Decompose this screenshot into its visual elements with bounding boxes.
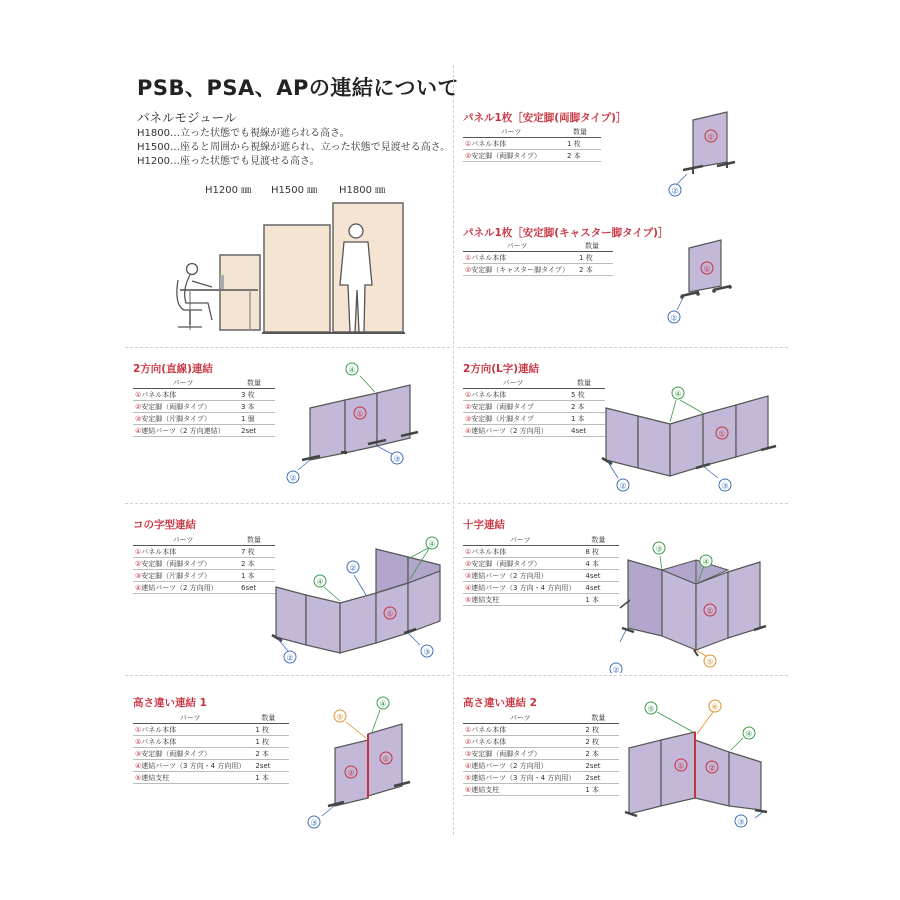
part-qty: 2 本 [559, 150, 601, 162]
part-qty: 2 本 [571, 264, 613, 276]
seated-person-icon [177, 264, 212, 328]
table-row [133, 413, 275, 425]
callout-1: ① [718, 429, 726, 439]
part-name: 安定脚（両脚タイプ） [471, 749, 542, 758]
part-number: ⑤ [465, 595, 472, 604]
callout-5: ⑤ [706, 657, 714, 667]
table-row [463, 401, 605, 413]
table-row [463, 594, 619, 606]
part-qty: 2 本 [563, 401, 605, 413]
part-number: ② [465, 265, 472, 274]
callout-6: ⑥ [711, 702, 719, 712]
col-header-qty: 数量 [247, 712, 289, 724]
table-row [463, 736, 619, 748]
part-name: パネル本体 [471, 390, 507, 399]
callout-4: ④ [702, 557, 710, 567]
table-row [463, 252, 613, 264]
callout-5: ⑤ [336, 712, 344, 722]
diagram-cross [600, 538, 790, 673]
col-header-qty: 数量 [577, 534, 619, 546]
callout-2: ② [671, 186, 679, 196]
part-qty: 1 枚 [247, 724, 289, 736]
part-name: 連結パーツ（3 方向・4 方向用） [471, 773, 576, 782]
table-row [463, 425, 605, 437]
height-desc-1500: H1500…座ると周囲から視線が遮られ、立った状態で見渡せる高さ。 [137, 142, 451, 153]
part-name-cell [463, 252, 571, 264]
part-name: パネル本体 [141, 725, 177, 734]
part-name: 安定脚（両脚タイプ [471, 402, 534, 411]
table-row [463, 784, 619, 796]
callout-4b: ④ [428, 539, 436, 549]
diagram-l-shape [598, 378, 798, 498]
part-number: ① [465, 547, 472, 556]
part-number: ② [135, 559, 142, 568]
part-name-cell [463, 570, 577, 582]
part-name-cell [133, 582, 233, 594]
part-qty: 6set [233, 582, 275, 594]
part-name-cell [133, 736, 247, 748]
part-qty: 4set [563, 425, 605, 437]
part-qty: 2 本 [233, 558, 275, 570]
part-qty: 1 本 [577, 784, 619, 796]
part-name-cell [463, 760, 577, 772]
table-row [133, 570, 275, 582]
part-qty: 4 本 [577, 558, 619, 570]
part-qty: 1 枚 [571, 252, 613, 264]
part-number: ④ [465, 761, 472, 770]
part-name: 安定脚（キャスター脚タイプ） [471, 265, 570, 274]
parts-table [133, 712, 289, 784]
parts-table [463, 377, 605, 437]
part-number: ③ [135, 749, 142, 758]
part-number: ② [135, 402, 142, 411]
part-name: パネル本体 [471, 547, 507, 556]
section-title-l-shape: 2方向(L字)連結 [463, 363, 540, 375]
part-name: パネル本体 [141, 547, 177, 556]
table-row [133, 748, 289, 760]
part-qty: 2set [247, 760, 289, 772]
col-header-part: パーツ [463, 534, 577, 546]
section-title-straight: 2方向(直線)連結 [133, 363, 213, 375]
part-name: 安定脚（両脚タイプ） [141, 559, 212, 568]
row-divider [458, 675, 788, 676]
part-number: ③ [135, 571, 142, 580]
callout-4: ④ [745, 729, 753, 739]
part-qty: 2 枚 [577, 736, 619, 748]
col-header-qty: 数量 [233, 534, 275, 546]
part-name-cell [463, 736, 577, 748]
part-qty: 1 本 [247, 772, 289, 784]
table-row [133, 582, 275, 594]
part-number: ② [135, 737, 142, 746]
parts-table [463, 240, 613, 276]
diagram-straight [280, 358, 430, 488]
parts-table [463, 534, 619, 606]
height-desc-1800: H1800…立った状態でも視線が遮られる高さ。 [137, 128, 350, 139]
col-header-qty: 数量 [559, 126, 601, 138]
table-row [133, 425, 275, 437]
table-row [133, 401, 275, 413]
part-name-cell [133, 413, 233, 425]
part-name: 連結パーツ（2 方向用） [141, 583, 218, 592]
part-name-cell [133, 724, 247, 736]
column-divider [453, 65, 454, 835]
part-name-cell [463, 748, 577, 760]
part-name: パネル本体 [471, 737, 507, 746]
table-row [133, 760, 289, 772]
row-divider [125, 347, 450, 348]
part-name: 安定脚（両脚タイプ） [141, 749, 212, 758]
part-name: 連結パーツ（2 方向連結） [141, 426, 225, 435]
part-name-cell [463, 150, 559, 162]
part-name-cell [463, 264, 571, 276]
part-name: 連結パーツ（3 方向・4 方向用） [141, 761, 246, 770]
part-name: 安定脚（両脚タイプ） [471, 559, 542, 568]
part-number: ① [465, 390, 472, 399]
callout-5: ⑤ [647, 704, 655, 714]
col-header-part: パーツ [463, 377, 563, 389]
table-row [463, 546, 619, 558]
col-header-part: パーツ [133, 377, 233, 389]
part-number: ③ [465, 414, 472, 423]
part-number: ① [465, 725, 472, 734]
callout-1: ① [703, 264, 711, 274]
callout-4: ④ [316, 577, 324, 587]
callout-2: ② [708, 763, 716, 773]
callout-2: ② [619, 481, 627, 491]
part-name-cell [463, 582, 577, 594]
part-name: 安定脚（片脚タイプ） [141, 571, 212, 580]
section-title-u-shape: コの字型連結 [133, 519, 196, 531]
height-label-1200: H1200 ㎜ [205, 185, 252, 196]
part-name-cell [133, 570, 233, 582]
diagram-single-double [655, 100, 755, 205]
callout-4: ④ [379, 699, 387, 709]
part-number: ② [465, 737, 472, 746]
part-name: パネル本体 [471, 253, 507, 262]
part-name: 安定脚（片脚タイプ） [141, 414, 212, 423]
panel-module-illustration [160, 195, 415, 345]
part-name-cell [463, 558, 577, 570]
part-name-cell [133, 389, 233, 401]
callout-4: ④ [348, 365, 356, 375]
diagram-height2 [615, 690, 785, 830]
part-name-cell [133, 760, 247, 772]
section-title-cross: 十字連結 [463, 519, 505, 531]
part-name: 連結パーツ（2 方向用） [471, 426, 548, 435]
part-name-cell [463, 772, 577, 784]
part-number: ② [465, 402, 472, 411]
callout-1: ① [382, 754, 390, 764]
table-row [463, 389, 605, 401]
row-divider [125, 675, 450, 676]
part-number: ⑤ [135, 773, 142, 782]
col-header-part: パーツ [463, 712, 577, 724]
part-qty: 4set [577, 582, 619, 594]
part-qty: 1 枚 [559, 138, 601, 150]
table-row [133, 736, 289, 748]
part-name: 連結パーツ（2 方向用） [471, 761, 548, 770]
part-name: 連結支柱 [141, 773, 170, 782]
section-title-single-caster: パネル1枚［安定脚(キャスター脚タイプ)］ [463, 227, 669, 239]
part-name-cell [463, 546, 577, 558]
diagram-u-shape [268, 535, 448, 670]
table-row [463, 724, 619, 736]
section-title-height1: 高さ違い連結 1 [133, 697, 207, 709]
table-row [133, 546, 275, 558]
table-row [463, 760, 619, 772]
table-row [463, 138, 601, 150]
table-row [463, 413, 605, 425]
part-name-cell [463, 389, 563, 401]
part-name: パネル本体 [141, 737, 177, 746]
part-number: ③ [135, 414, 142, 423]
part-name-cell [463, 425, 563, 437]
table-row [463, 264, 613, 276]
table-row [133, 724, 289, 736]
part-name-cell [133, 546, 233, 558]
part-name-cell [463, 401, 563, 413]
part-number: ① [135, 390, 142, 399]
part-number: ③ [465, 749, 472, 758]
part-number: ⑤ [465, 773, 472, 782]
part-qty: 1 本 [233, 570, 275, 582]
panel-module-subtitle: パネルモジュール [137, 110, 237, 125]
callout-4: ④ [674, 389, 682, 399]
height-label-1800: H1800 ㎜ [339, 185, 386, 196]
callout-3: ③ [310, 818, 318, 828]
col-header-qty: 数量 [571, 240, 613, 252]
part-name: 連結支柱 [471, 595, 500, 604]
callout-1: ① [356, 409, 364, 419]
callout-3: ③ [721, 481, 729, 491]
part-name-cell [463, 594, 577, 606]
parts-table [463, 712, 619, 796]
col-header-part: パーツ [463, 240, 571, 252]
table-row [133, 558, 275, 570]
section-title-single-double: パネル1枚［安定脚(両脚タイプ)］ [463, 112, 627, 124]
part-name-cell [133, 425, 233, 437]
parts-table [133, 534, 275, 594]
diagram-single-caster [655, 230, 755, 330]
part-name: 安定脚（両脚タイプ） [471, 151, 542, 160]
col-header-qty: 数量 [563, 377, 605, 389]
table-row [463, 772, 619, 784]
part-name-cell [463, 413, 563, 425]
part-name-cell [133, 748, 247, 760]
part-name: 安定脚（片脚タイプ [471, 414, 534, 423]
callout-2: ② [670, 313, 678, 323]
part-name: 安定脚（両脚タイプ） [141, 402, 212, 411]
part-name-cell [463, 724, 577, 736]
part-number: ③ [465, 571, 472, 580]
part-number: ② [465, 559, 472, 568]
part-qty: 4set [577, 570, 619, 582]
callout-3: ③ [423, 647, 431, 657]
part-qty: 3 枚 [233, 389, 275, 401]
row-divider [458, 347, 788, 348]
part-name: パネル本体 [471, 725, 507, 734]
part-name-cell [133, 558, 233, 570]
height-label-1500: H1500 ㎜ [271, 185, 318, 196]
page-title: PSB、PSA、APの連結について [137, 76, 460, 100]
col-header-part: パーツ [133, 712, 247, 724]
col-header-qty: 数量 [577, 712, 619, 724]
callout-2b: ② [349, 563, 357, 573]
parts-table [133, 377, 275, 437]
height-desc-1200: H1200…座った状態でも見渡せる高さ。 [137, 156, 320, 167]
callout-2: ② [612, 665, 620, 673]
part-number: ④ [135, 426, 142, 435]
callout-1: ① [677, 761, 685, 771]
col-header-part: パーツ [463, 126, 559, 138]
section-title-height2: 高さ違い連結 2 [463, 697, 537, 709]
part-number: ④ [135, 761, 142, 770]
part-qty: 2 枚 [577, 724, 619, 736]
row-divider [125, 503, 450, 504]
table-row [463, 558, 619, 570]
part-name-cell [463, 138, 559, 150]
part-name-cell [133, 772, 247, 784]
part-qty: 3 本 [233, 401, 275, 413]
part-number: ② [465, 151, 472, 160]
part-number: ④ [465, 426, 472, 435]
parts-table [463, 126, 601, 162]
table-row [463, 150, 601, 162]
table-row [463, 582, 619, 594]
part-name: パネル本体 [141, 390, 177, 399]
col-header-qty: 数量 [233, 377, 275, 389]
part-qty: 2set [577, 760, 619, 772]
part-qty: 1 個 [233, 413, 275, 425]
part-qty: 2 本 [577, 748, 619, 760]
part-qty: 1 本 [577, 594, 619, 606]
part-qty: 2set [233, 425, 275, 437]
part-number: ① [465, 253, 472, 262]
callout-2: ② [286, 653, 294, 663]
part-name: 連結支柱 [471, 785, 500, 794]
callout-3: ③ [737, 817, 745, 827]
part-number: ① [135, 725, 142, 734]
table-row [463, 748, 619, 760]
callout-1: ① [707, 132, 715, 142]
part-number: ⑥ [465, 785, 472, 794]
part-number: ① [465, 139, 472, 148]
part-name: 連結パーツ（2 方向用） [471, 571, 548, 580]
part-name-cell [463, 784, 577, 796]
part-qty: 2 本 [247, 748, 289, 760]
part-number: ④ [465, 583, 472, 592]
callout-1: ① [706, 606, 714, 616]
part-qty: 1 本 [563, 413, 605, 425]
part-name-cell [133, 401, 233, 413]
callout-3: ③ [393, 454, 401, 464]
part-name: 連結パーツ（3 方向・4 方向用） [471, 583, 576, 592]
part-qty: 7 枚 [233, 546, 275, 558]
part-number: ④ [135, 583, 142, 592]
callout-2: ② [347, 768, 355, 778]
col-header-part: パーツ [133, 534, 233, 546]
table-row [133, 389, 275, 401]
part-qty: 5 枚 [563, 389, 605, 401]
callout-2: ② [289, 473, 297, 483]
row-divider [458, 503, 788, 504]
table-row [133, 772, 289, 784]
part-qty: 8 枚 [577, 546, 619, 558]
part-number: ① [135, 547, 142, 556]
diagram-height1 [300, 690, 430, 830]
callout-1: ① [386, 609, 394, 619]
callout-3: ③ [655, 544, 663, 554]
part-qty: 1 枚 [247, 736, 289, 748]
part-name: パネル本体 [471, 139, 507, 148]
table-row [463, 570, 619, 582]
part-qty: 2set [577, 772, 619, 784]
